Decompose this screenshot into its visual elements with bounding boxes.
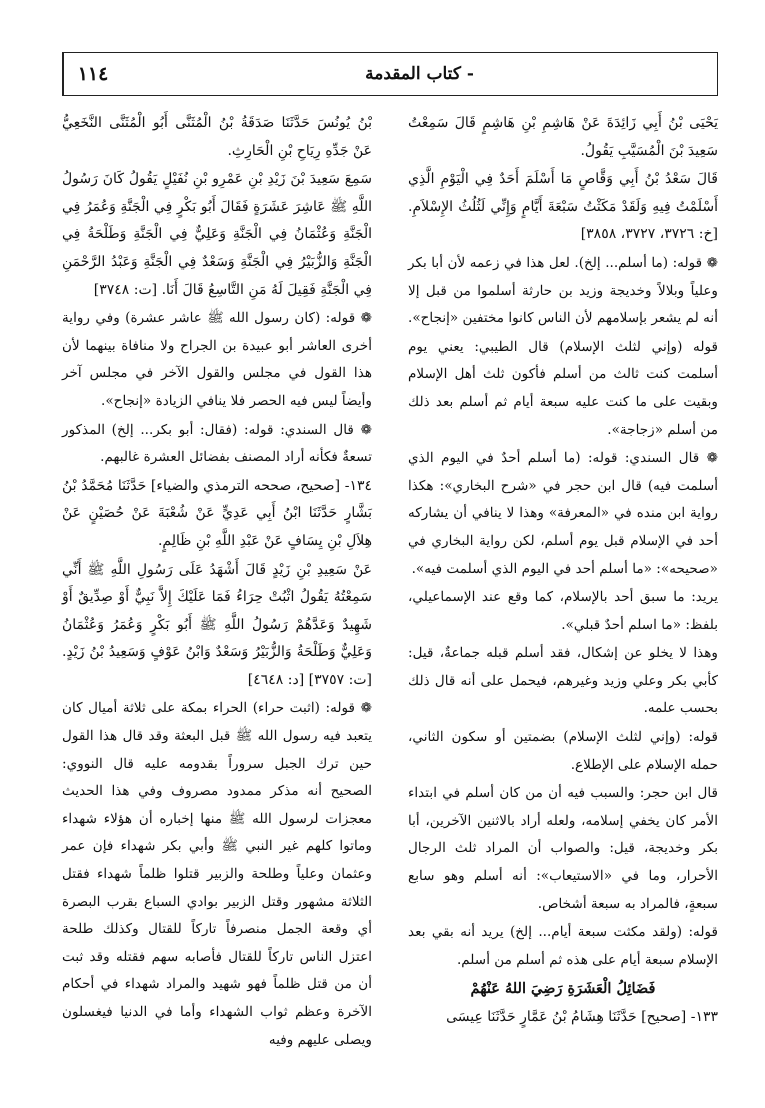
paragraph: ❁ قال السندي: قوله: (ما أسلم أحدٌ في اليوم الذي أسلمت فيه) قال ابن حجر في «شرح البخاري»: هكذا رواية ابن منده في «المعرفة» وهذا لا ينافي أن يشاركه أحد في الإسلام قبل يوم أسلم، لكن رواية البخاري في «صحيحه»: «ما أسلم أحد في اليوم الذي أسلمت فيه». (408, 445, 718, 583)
paragraph: قوله (وإني لثلث الإسلام) قال الطيبي: يعني يوم أسلمت كنت ثالث من أسلم فأكون ثلث أهل الإسلام وبقيت على ما كنت عليه سبعة أيام ثم أسلم بعد ذلك من أسلم «زجاجة». (408, 338, 718, 438)
left-column (62, 110, 372, 1055)
paragraph: سَمِعَ سَعِيدَ بْنَ زَيْدِ بْنِ عَمْرِو بْنِ نُفَيْلٍ يَقُولُ كَانَ رَسُولُ اللَّهِ ﷺ عَاشِرَ عَشَرَةٍ فَقَالَ أَبُو بَكْرٍ فِي الْجَنَّةِ وَعُمَرُ فِي الْجَنَّةِ وَعُثْمَانُ فِي الْجَنَّةِ وَعَلِيٌّ فِي الْجَنَّةِ وَطَلْحَةُ فِي الْجَنَّةِ وَالزُّبَيْرُ فِي الْجَنَّةِ وَسَعْدٌ فِي الْجَنَّةِ وَعَبْدُ الرَّحْمَنِ فِي الْجَنَّةِ فَقِيلَ لَهُ مَنِ التَّاسِعُ قَالَ أَنَا. [ت: ٣٧٤٨] (62, 171, 372, 298)
paragraph: يريد: ما سبق أحد بالإسلام، كما وقع عند الإسماعيلي، بلفظ: «ما اسلم أحدٌ قبلي». (408, 589, 718, 633)
paragraph: بْنُ يُونُسَ حَدَّثَنَا صَدَقَةُ بْنُ الْمُثَنَّى أَبُو الْمُثَنَّى النَّخَعِيُّ عَنْ جَدِّهِ رِيَاحِ بْنِ الْحَارِثِ. (62, 115, 372, 159)
right-column (408, 110, 718, 1033)
paragraph: ❁ قال السندي: قوله: (فقال: أبو بكر... إلخ) المذكور تسعةٌ فكأنه أراد المصنف بفضائل العشرة غالبهم. (62, 417, 372, 472)
page-header (62, 52, 718, 96)
chapter-heading: فَضَائِلُ الْعَشَرَةِ رَضِيَ اللهُ عَنْهُمْ (470, 980, 656, 998)
paragraph: ❁ قوله: (ما أسلم... إلخ). لعل هذا في زعمه لأن أبا بكر وعلياً وبلالاً وخديجة وزيد بن حارثة أسلموا من قبل إلا أنه لم يشعر بإسلامهم لأن الناس كانوا مختفين «إنجاح». (408, 250, 718, 333)
paragraph: قوله: (ولقد مكثت سبعة أيام... إلخ) يريد أنه بقي بعد الإسلام سبعة أيام على هذه ثم أسلم من أسلم. (408, 924, 718, 968)
paragraph: قَالَ سَعْدُ بْنُ أَبِي وَقَّاصٍ مَا أَسْلَمَ أَحَدٌ فِي الْيَوْمِ الَّذِي أَسْلَمْتُ فِيهِ وَلَقَدْ مَكَثْتُ سَبْعَةَ أَيَّامٍ وَإِنِّي لَثُلُثُ الإِسْلاَمِ. [خ: ٣٧٢٦، ٣٧٢٧، ٣٨٥٨] (408, 171, 718, 243)
paragraph: ١٣٣- [صحيح] حَدَّثَنَا هِشَامُ بْنُ عَمَّارٍ حَدَّثَنَا عِيسَى (446, 1009, 718, 1025)
paragraph: قوله: (وإني لثلث الإسلام) بضمتين أو سكون الثاني، حمله الإسلام على الإطلاع. (408, 729, 718, 773)
page-title: - كتاب المقدمة (365, 64, 474, 84)
page-number: ١١٤ (63, 53, 122, 95)
paragraph: وهذا لا يخلو عن إشكال، فقد أسلم قبله جماعةٌ، قيل: كأبي بكر وعلي وزيد وغيرهم، فيحمل على أنه قال ذلك بحسب علمه. (408, 645, 718, 717)
paragraph: ❁ قوله: (اثبت حراء) الحراء بمكة على ثلاثة أميال كان يتعبد فيه رسول الله ﷺ قبل البعثة وقد قال هذا القول حين ترك الجبل سروراً بقدومه عليه قال النووي: الصحيح أنه مذكر ممدود مصروف وفي هذا الحديث معجزات لرسول الله ﷺ منها إخباره أن هؤلاء شهداء وماتوا كلهم غير النبي ﷺ وأبي بكر شهداء فإن عمر وعثمان وعلياً وطلحة والزبير قتلوا ظلماً شهداء فقتل الثلاثة مشهور وقتل الزبير بوادي السباع بقرب البصرة أي وقعة الجمل منصرفاً تاركاً للقتال وكذلك طلحة اعتزل الناس تاركاً للقتال فأصابه سهم فقتله وقد ثبت أن من قتل ظلماً فهو شهيد والمراد شهداء في أحكام الآخرة وعظم ثواب الشهداء وأما في الدنيا فيغسلون ويصلى عليهم وفيه (62, 695, 372, 1054)
paragraph: يَحْيَى بْنُ أَبِي زَائِدَةَ عَنْ هَاشِمِ بْنِ هَاشِمٍ قَالَ سَمِعْتُ سَعِيدَ بْنَ الْمُسَيَّبِ يَقُولُ. (408, 115, 718, 159)
paragraph: عَنْ سَعِيدِ بْنِ زَيْدٍ قَالَ أَشْهَدُ عَلَى رَسُولِ اللَّهِ ﷺ أَنِّي سَمِعْتُهُ يَقُولُ اثْبُتْ حِرَاءُ فَمَا عَلَيْكَ إِلاَّ نَبِيٌّ أَوْ صِدِّيقٌ أَوْ شَهِيدٌ وَعَدَّهُمْ رَسُولُ اللَّهِ ﷺ أَبُو بَكْرٍ وَعُمَرُ وَعُثْمَانُ وَعَلِيٌّ وَطَلْحَةُ وَالزُّبَيْرُ وَسَعْدٌ وَابْنُ عَوْفٍ وَسَعِيدُ بْنُ زَيْدٍ. [ت: ٣٧٥٧] [د: ٤٦٤٨] (62, 561, 372, 688)
paragraph: ❁ قوله: (كان رسول الله ﷺ عاشر عشرة) وفي رواية أخرى العاشر أبو عبيدة بن الجراح ولا منافاة بينهما لأن هذا القول في مجلس والقول الآخر في مجلس آخر وأيضاً ليس فيه الحصر فلا ينافي الزيادة «إنجاح». (62, 305, 372, 415)
paragraph: ١٣٤- [صحيح، صححه الترمذي والضياء] حَدَّثَنَا مُحَمَّدُ بْنُ بَشَّارٍ حَدَّثَنَا ابْنُ أَبِي عَدِيٍّ عَنْ شُعْبَةَ عَنْ حُصَيْنٍ عَنْ هِلاَلِ بْنِ يِسَافٍ عَنْ عَبْدِ اللَّهِ بْنِ ظَالِمٍ. (62, 477, 372, 549)
paragraph: قال ابن حجر: والسبب فيه أن من كان أسلم في ابتداء الأمر كان يخفي إسلامه، ولعله أراد بالاثنين الآخرين، أبا بكر وخديجة، قيل: والصواب أن المراد ثلث الرجال الأحرار، وما في «الاستيعاب»: أنه أسلم وهو سابع سبعةٍ، فالمراد به سبعة أشخاص. (408, 785, 718, 912)
